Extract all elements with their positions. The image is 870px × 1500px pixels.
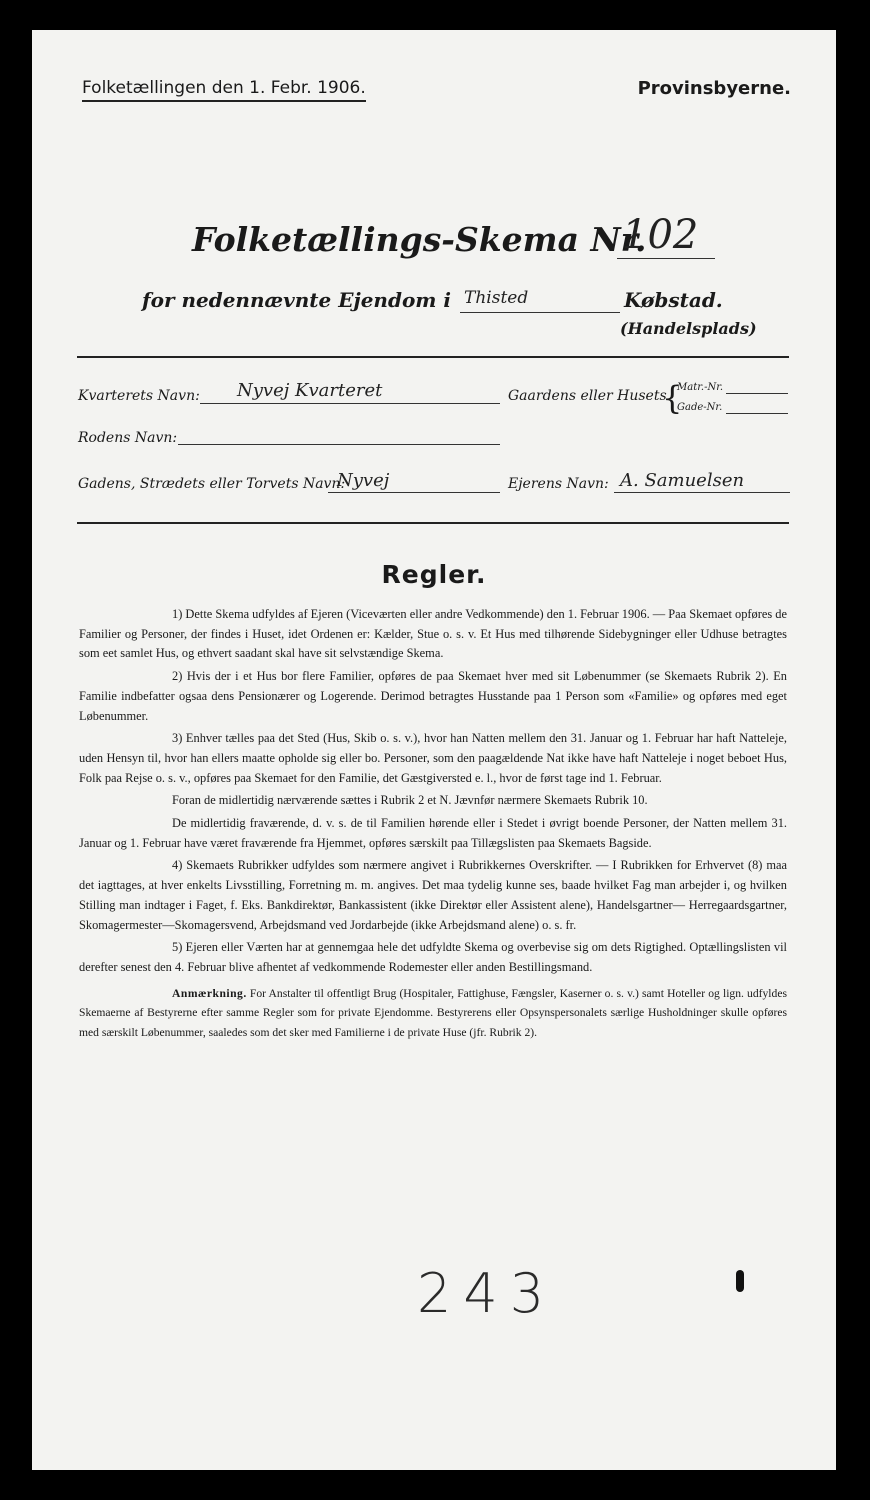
kobstad-label: Købstad. (624, 288, 723, 312)
divider-top (77, 356, 789, 358)
rule-2: 2) Hvis der i et Hus bor flere Familier, opføres de paa Skemaet hver med sit Løbenummer (se Skemaets Rubrik 2). En Familie indbefatter ogsaa dens Pensionærer og Logerende. Derimod betragtes Husstande paa 1 Person som «Familie» og opføres med eget Løbenummer. (79, 669, 787, 723)
rule-3c: De midlertidig fraværende, d. v. s. de til Familien hørende eller i Stedet i øvrigt boende Personer, der Natten mellem 31. Januar og 1. Februar have været fraværende fra Hjemmet, opføres særskilt paa Tillægslisten paa Skemaets Bagside. (79, 816, 787, 850)
annotation-label: Anmærkning. (172, 986, 247, 1000)
regler-heading: Regler. (381, 560, 487, 589)
annotation (79, 984, 787, 1043)
gade-navn-value: Nyvej (337, 470, 390, 491)
gade-line (726, 413, 788, 414)
matr-line (726, 393, 788, 394)
ink-mark (736, 1270, 744, 1292)
rule-4: 4) Skemaets Rubrikker udfyldes som nærmere angivet i Rubrikkernes Overskrifter. — I Rubrikken for Erhvervet (8) maa det iagttages, at hver enkelts Livsstilling, Forretning m. m. angives. Det maa tydelig kunne ses, baade hvilket Fag man arbejder i, og hvilken Stilling man indtager i Faget, f. Eks. Bankdirektør, Bankassistent (ikke Direktør eller Assistent alene), Handelsgartner— Herregaardsgartner, Skomagermester—Skomagersvend, Arbejdsmand ved Jordarbejde (ikke Arbejdsmand alene) o. s. fr. (79, 858, 787, 932)
kvarter-line (200, 403, 500, 404)
kvarter-label: Kvarterets Navn: (78, 388, 200, 404)
rule-1: 1) Dette Skema udfyldes af Ejeren (Viceværten eller andre Vedkommende) den 1. Februar 1906. — Paa Skemaet opføres de Familier og Personer, der findes i Huset, idet Ordenen er: Kælder, Stue o. s. v. Et Hus med tilhørende Sidebygninger eller Udhuse betragtes som eet samlet Hus, og ethvert saadant skal have sit selvstændige Skema. (79, 607, 787, 661)
handwritten-number: 243 (417, 1262, 557, 1325)
rule-3b: Foran de midlertidig nærværende sættes i Rubrik 2 et N. Jævnfør nærmere Skemaets Rubrik 10. (172, 793, 648, 808)
kvarter-value: Nyvej Kvarteret (237, 380, 383, 401)
rode-line (178, 444, 500, 445)
gade-label: Gade-Nr. (677, 402, 723, 413)
region-header: Provinsbyerne. (637, 78, 791, 99)
ejer-line (614, 492, 790, 493)
ejer-value: A. Samuelsen (620, 470, 745, 491)
census-header: Folketællingen den 1. Febr. 1906. (82, 78, 366, 102)
town-handwritten: Thisted (464, 288, 529, 308)
subtitle-prefix: for nedennævnte Ejendom i (142, 288, 452, 312)
matr-label: Matr.-Nr. (677, 382, 724, 393)
form-title: Folketællings-Skema Nr. (192, 220, 647, 259)
gaard-label: Gaardens eller Husets (508, 388, 667, 404)
handelsplads-label: (Handelsplads) (620, 319, 757, 338)
annotation-text: For Anstalter til offentligt Brug (Hospitaler, Fattighuse, Fængsler, Kaserner o. s. v.) samt Hoteller og lign. udfyldes Skemaerne af Bestyrerne efter samme Regler som for private Ejendomme. Bestyrerens eller Opsynspersonalets særlige Husholdninger skulle opføres med særskilt Løbenummer, saaledes som det sker med Familierne i de private Huse (jfr. Rubrik 2). (79, 986, 787, 1040)
town-line (460, 312, 620, 313)
rule-3: 3) Enhver tælles paa det Sted (Hus, Skib o. s. v.), hvor han Natten mellem den 31. Januar og 1. Februar har haft Natteleje, uden Hensyn til, hvor han ellers maatte opholde sig eller bo. Personer, som den paagældende Nat ikke have haft Natteleje i noget beboet Hus, Folk paa Rejse o. s. v., opføres paa Skemaet for den Familie, det Gæstgiversted e. l., hvor de først tage ind 1. Februar. (79, 731, 787, 785)
regler-body (79, 605, 787, 1046)
divider-bottom (77, 522, 789, 524)
census-form-page (32, 30, 836, 1470)
ejer-label: Ejerens Navn: (508, 476, 609, 492)
skema-number-handwritten: 102 (622, 212, 699, 258)
rule-5: 5) Ejeren eller Værten har at gennemgaa hele det udfyldte Skema og overbevise sig om dets Rigtighed. Optællingslisten vil derefter senest den 4. Februar blive afhentet af vedkommende Rodemester eller anden Bestillingsmand. (79, 940, 787, 974)
rode-label: Rodens Navn: (78, 430, 178, 446)
skema-number-line (617, 258, 715, 259)
gade-navn-line (328, 492, 500, 493)
gade-navn-label: Gadens, Strædets eller Torvets Navn: (78, 476, 346, 492)
gaard-brace: { (662, 379, 683, 417)
